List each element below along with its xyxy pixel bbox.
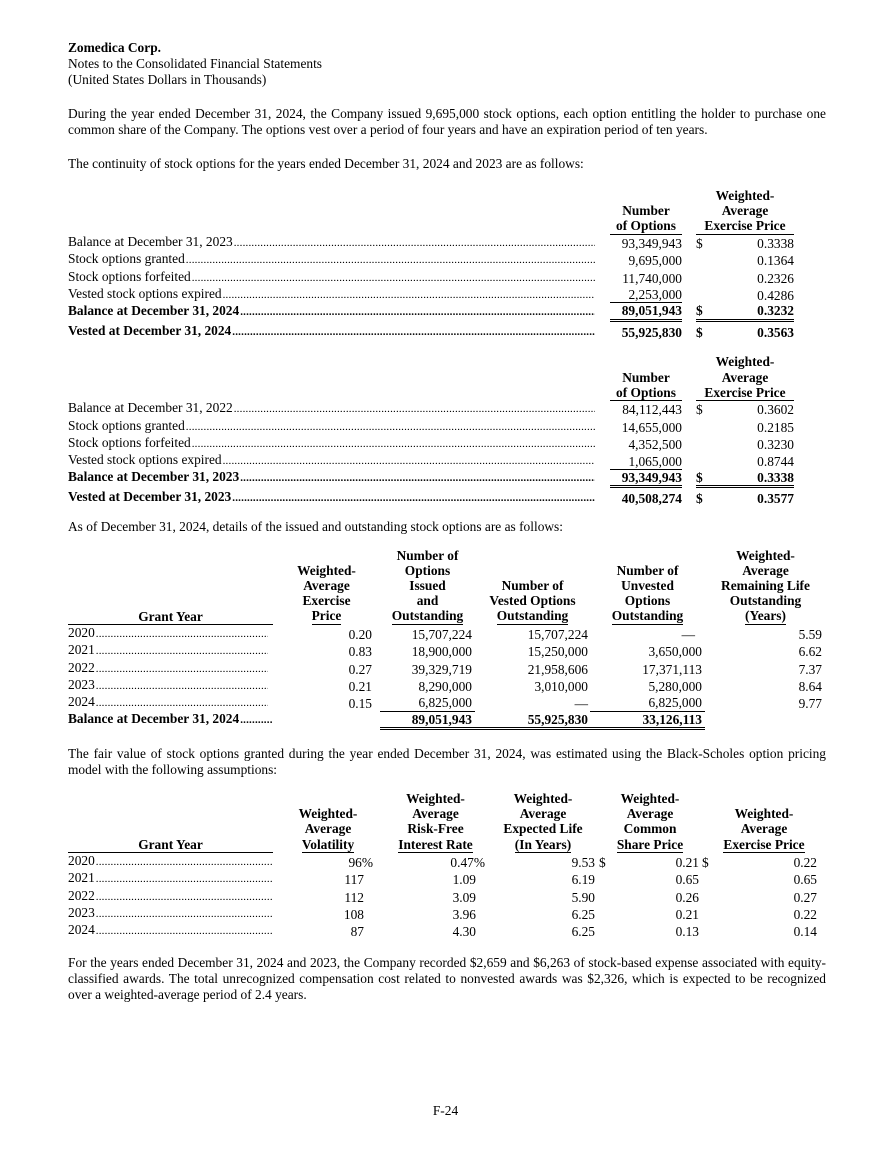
- row-label: Stock options granted: [68, 417, 185, 433]
- options-issued: 39,329,719: [411, 661, 472, 677]
- black-scholes-table: [68, 791, 826, 939]
- header-grant-year: Grant Year: [138, 837, 203, 852]
- row-number: 93,349,943: [621, 236, 682, 252]
- document-header: [68, 40, 826, 88]
- row-price: 0.2326: [757, 270, 794, 286]
- row-dollar: [696, 418, 708, 435]
- table-row: [68, 642, 826, 659]
- header-issued: Number of: [396, 547, 459, 563]
- remaining-life: 5.59: [798, 627, 822, 643]
- row-dollar: $: [696, 303, 708, 320]
- row-label: Stock options forfeited: [68, 434, 191, 450]
- total-options-issued: 89,051,943: [380, 711, 475, 728]
- row-number: 89,051,943: [610, 303, 682, 320]
- header-vested: Vested Options: [489, 593, 576, 609]
- row-dollar: $: [696, 402, 703, 418]
- row-dollar: $: [696, 236, 703, 252]
- options-issued: 18,900,000: [411, 644, 472, 660]
- row-label: Balance at December 31, 2022: [68, 400, 233, 416]
- grant-year: 2020: [68, 853, 95, 869]
- row-dollar: $: [696, 491, 703, 507]
- page-number: F-24: [432, 1103, 459, 1118]
- volatility: 112: [344, 889, 364, 905]
- row-number: 9,695,000: [628, 253, 682, 269]
- table-header-row: [68, 821, 826, 836]
- expected-life: 9.53: [571, 855, 595, 871]
- table-row: [68, 694, 826, 711]
- vested-options: 15,707,224: [527, 627, 588, 643]
- table-header-row: [68, 385, 826, 401]
- dollar-sign: [598, 922, 610, 939]
- unvested-options: 6,825,000: [590, 694, 705, 711]
- header-share-price: Common: [623, 821, 677, 837]
- dollar-sign: [598, 888, 610, 905]
- table-row-total: [68, 469, 826, 486]
- header-remaining: (Years): [745, 608, 786, 624]
- unvested-options: —: [681, 627, 695, 643]
- risk-free-rate: 3.09: [452, 889, 476, 905]
- expected-life: 5.90: [571, 889, 595, 905]
- table-row: [68, 905, 826, 922]
- table-row-total: [68, 711, 826, 728]
- share-price: 0.13: [675, 924, 699, 940]
- dollar-sign: [702, 888, 718, 905]
- header-exercise-price: Weighted-: [734, 806, 794, 822]
- volatility: 87: [350, 924, 364, 940]
- wa-price: 0.27: [348, 661, 372, 677]
- wa-price: 0.15: [348, 695, 372, 711]
- table-header-row: [68, 563, 826, 578]
- share-price: 0.65: [675, 872, 699, 888]
- row-number: 14,655,000: [621, 419, 682, 435]
- header-unvested: Unvested: [621, 578, 674, 594]
- header-wa-price: Price: [311, 608, 342, 624]
- header-volatility: Average: [304, 821, 352, 837]
- header-wa-l3: Exercise Price: [696, 218, 794, 234]
- header-share-price: Average: [626, 806, 674, 822]
- table-row-vested: [68, 486, 826, 506]
- volatility: 117: [344, 872, 364, 888]
- row-price: 0.3602: [757, 402, 794, 418]
- risk-free-rate: 3.96: [452, 906, 476, 922]
- table-header-row: [68, 806, 826, 821]
- wa-price: 0.21: [348, 678, 372, 694]
- risk-free-rate: 4.30: [452, 924, 476, 940]
- table-header-row: [68, 837, 826, 853]
- row-price: 0.2185: [757, 419, 794, 435]
- header-exercise-price: Exercise Price: [723, 836, 805, 852]
- row-dollar: [696, 251, 708, 268]
- grant-year: 2022: [68, 887, 95, 903]
- expected-life: 6.25: [571, 924, 595, 940]
- row-dollar: [696, 435, 708, 452]
- exercise-price: 0.14: [793, 924, 817, 940]
- row-price: 0.3232: [708, 303, 794, 320]
- header-wa-l2: Average: [721, 203, 769, 219]
- row-number: 11,740,000: [622, 270, 682, 286]
- dollar-sign: $: [599, 855, 606, 871]
- total-unvested-options: 33,126,113: [590, 711, 705, 728]
- row-number: 40,508,274: [621, 491, 682, 507]
- header-number-l2: of Options: [610, 218, 682, 234]
- row-dollar: [696, 286, 708, 303]
- table-row: [68, 677, 826, 694]
- header-riskfree: Risk-Free: [407, 821, 464, 837]
- paragraph-outstanding-intro: As of December 31, 2024, details of the issued and outstanding stock options are as follows:: [68, 518, 563, 534]
- grant-year: 2023: [68, 676, 95, 692]
- header-unvested: Outstanding: [611, 608, 684, 624]
- company-name: Zomedica Corp.: [68, 40, 161, 55]
- row-number: 93,349,943: [610, 469, 682, 486]
- header-remaining: Outstanding: [729, 593, 802, 609]
- options-issued: 15,707,224: [411, 627, 472, 643]
- header-number-l2: of Options: [610, 385, 682, 401]
- remaining-life: 8.64: [798, 678, 822, 694]
- grant-year: 2020: [68, 625, 95, 641]
- table-row: [68, 435, 826, 452]
- header-riskfree: Average: [412, 806, 459, 822]
- row-label: Stock options granted: [68, 251, 185, 267]
- risk-free-rate: 0.47%: [450, 855, 485, 871]
- table-header-row: [68, 370, 826, 385]
- header-expected-life: Expected Life: [503, 821, 583, 837]
- header-issued: and: [416, 593, 439, 609]
- table-header-row: [68, 548, 826, 563]
- header-exercise-price: Average: [740, 821, 788, 837]
- unvested-options: 5,280,000: [648, 678, 702, 694]
- row-label: Balance at December 31, 2023: [68, 234, 233, 250]
- table-row-vested: [68, 320, 826, 340]
- table-header-row: [68, 218, 826, 234]
- table-row: [68, 625, 826, 643]
- paragraph-options-issued: During the year ended December 31, 2024, the Company issued 9,695,000 stock options, each option entitling the holder to purchase one common share of the Company. The options vest over a period of four years and have an expiration period of ten years.: [68, 106, 826, 137]
- table-row: [68, 660, 826, 677]
- row-price: 0.3577: [757, 491, 794, 507]
- header-share-price: Share Price: [616, 836, 684, 852]
- table-row: [68, 922, 826, 939]
- row-dollar: [696, 269, 708, 286]
- header-vested: Number of: [501, 578, 564, 594]
- exercise-price: 0.22: [793, 906, 817, 922]
- header-grant-year: Grant Year: [138, 608, 203, 624]
- share-price: 0.21: [675, 855, 699, 871]
- table-row: [68, 870, 826, 887]
- row-dollar: [696, 452, 708, 469]
- header-unvested: Options: [624, 593, 671, 609]
- row-number: 84,112,443: [622, 402, 682, 418]
- table-row: [68, 251, 826, 268]
- grant-year: 2024: [68, 922, 95, 938]
- table-row: [68, 400, 826, 417]
- document-page: [68, 40, 826, 1003]
- paragraph-stock-expense: For the years ended December 31, 2024 and 2023, the Company recorded $2,659 and $6,263 of stock-based expense associated with equity-classified awards. The total unrecognized compensation cost related to nonvested awards was $2,326, which is expected to be recognized over a weighted-average period of 2.4 years.: [68, 955, 826, 1003]
- unvested-options: 17,371,113: [642, 661, 702, 677]
- header-wa-l1: Weighted-: [715, 188, 775, 203]
- row-label: Vested at December 31, 2023: [68, 489, 232, 505]
- table-row-total: [68, 303, 826, 320]
- dollar-sign: [702, 922, 718, 939]
- row-price: 0.3563: [757, 325, 794, 341]
- exercise-price: 0.22: [793, 855, 817, 871]
- header-expected-life: Weighted-: [513, 790, 573, 806]
- header-wa-l1: Weighted-: [715, 354, 775, 370]
- remaining-life: 7.37: [798, 661, 822, 677]
- row-price: 0.4286: [757, 287, 794, 303]
- header-wa-l3: Exercise Price: [696, 385, 794, 401]
- grant-year: 2023: [68, 904, 95, 920]
- row-price: 0.3338: [757, 236, 794, 252]
- exercise-price: 0.27: [793, 889, 817, 905]
- grant-year: 2021: [68, 642, 95, 658]
- header-share-price: Weighted-: [620, 790, 680, 806]
- table-header-row: [68, 608, 826, 624]
- row-number: 4,352,500: [628, 436, 682, 452]
- table-row: [68, 452, 826, 469]
- volatility: 108: [343, 906, 364, 922]
- row-label: Vested at December 31, 2024: [68, 323, 232, 339]
- header-riskfree: Interest Rate: [398, 836, 473, 852]
- options-issued: 6,825,000: [380, 694, 475, 711]
- total-vested-options: 55,925,830: [475, 711, 590, 728]
- header-volatility: Weighted-: [298, 806, 358, 822]
- table-header-row: [68, 203, 826, 218]
- row-number: 2,253,000: [610, 286, 682, 303]
- expected-life: 6.19: [571, 872, 595, 888]
- outstanding-options-table: [68, 548, 826, 730]
- row-price: 0.3338: [708, 469, 794, 486]
- table-row: [68, 269, 826, 286]
- table-header-row: [68, 578, 826, 593]
- row-price: 0.8744: [757, 454, 794, 470]
- wa-price: 0.83: [348, 644, 372, 660]
- share-price: 0.26: [675, 889, 699, 905]
- row-price: 0.3230: [757, 436, 794, 452]
- table-row: [68, 888, 826, 905]
- header-remaining: Remaining Life: [721, 578, 810, 594]
- table-row: [68, 853, 826, 871]
- continuity-table-2023: [68, 354, 826, 506]
- dollar-sign: [598, 905, 610, 922]
- header-volatility: Volatility: [301, 836, 355, 852]
- header-number-l1: Number: [622, 369, 670, 385]
- table-row: [68, 418, 826, 435]
- row-number: 55,925,830: [621, 325, 682, 341]
- volatility: 96%: [348, 855, 373, 871]
- grant-year: 2022: [68, 659, 95, 675]
- row-label: Balance at December 31, 2023: [68, 469, 240, 485]
- table-header-row: [68, 354, 826, 369]
- header-issued: Options: [404, 562, 451, 578]
- unvested-options: 3,650,000: [648, 644, 702, 660]
- row-number: 1,065,000: [610, 452, 682, 469]
- header-issued: Outstanding: [391, 608, 464, 624]
- row-price: 0.1364: [757, 253, 794, 269]
- row-label: Balance at December 31, 2024: [68, 302, 240, 318]
- vested-options: —: [574, 695, 588, 711]
- dollar-sign: [702, 870, 718, 887]
- header-issued: Issued: [409, 578, 446, 594]
- header-wa-price: Weighted-: [297, 562, 356, 578]
- vested-options: 21,958,606: [527, 661, 588, 677]
- row-label: Stock options forfeited: [68, 268, 191, 284]
- header-number-l1: Number: [622, 203, 670, 219]
- table-row: [68, 234, 826, 251]
- remaining-life: 6.62: [798, 644, 822, 660]
- wa-price: 0.20: [348, 627, 372, 643]
- row-dollar: $: [696, 325, 703, 341]
- table-header-row: [68, 791, 826, 806]
- row-label: Vested stock options expired: [68, 452, 222, 468]
- vested-options: 15,250,000: [527, 644, 588, 660]
- header-expected-life: Average: [519, 806, 567, 822]
- share-price: 0.21: [675, 906, 699, 922]
- row-label: Vested stock options expired: [68, 285, 222, 301]
- vested-options: 3,010,000: [534, 678, 588, 694]
- header-wa-price: Exercise: [302, 593, 351, 609]
- expected-life: 6.25: [571, 906, 595, 922]
- notes-title: Notes to the Consolidated Financial Statements: [68, 56, 323, 71]
- paragraph-black-scholes-intro: The fair value of stock options granted during the year ended December 31, 2024, was estimated using the Black-Scholes option pricing model with the following assumptions:: [68, 745, 826, 777]
- header-vested: Outstanding: [496, 608, 569, 624]
- header-unvested: Number of: [616, 562, 679, 578]
- header-expected-life: (In Years): [514, 836, 572, 852]
- header-remaining: Weighted-: [736, 547, 795, 563]
- currency-note: (United States Dollars in Thousands): [68, 72, 267, 87]
- dollar-sign: [598, 870, 610, 887]
- risk-free-rate: 1.09: [452, 872, 476, 888]
- exercise-price: 0.65: [793, 872, 817, 888]
- header-remaining: Average: [742, 562, 789, 578]
- header-riskfree: Weighted-: [406, 790, 465, 806]
- paragraph-continuity-intro: The continuity of stock options for the years ended December 31, 2024 and 2023 are as follows:: [68, 156, 584, 171]
- total-label: Balance at December 31, 2024: [68, 711, 240, 727]
- table-header-row: [68, 593, 826, 608]
- continuity-table-2024: [68, 188, 826, 340]
- header-wa-l2: Average: [721, 369, 769, 385]
- dollar-sign: $: [702, 855, 709, 871]
- options-issued: 8,290,000: [418, 678, 472, 694]
- row-dollar: $: [696, 469, 708, 486]
- remaining-life: 9.77: [798, 695, 822, 711]
- table-row: [68, 286, 826, 303]
- grant-year: 2021: [68, 870, 95, 886]
- dollar-sign: [702, 905, 718, 922]
- table-header-row: [68, 188, 826, 203]
- grant-year: 2024: [68, 693, 95, 709]
- header-wa-price: Average: [303, 578, 350, 594]
